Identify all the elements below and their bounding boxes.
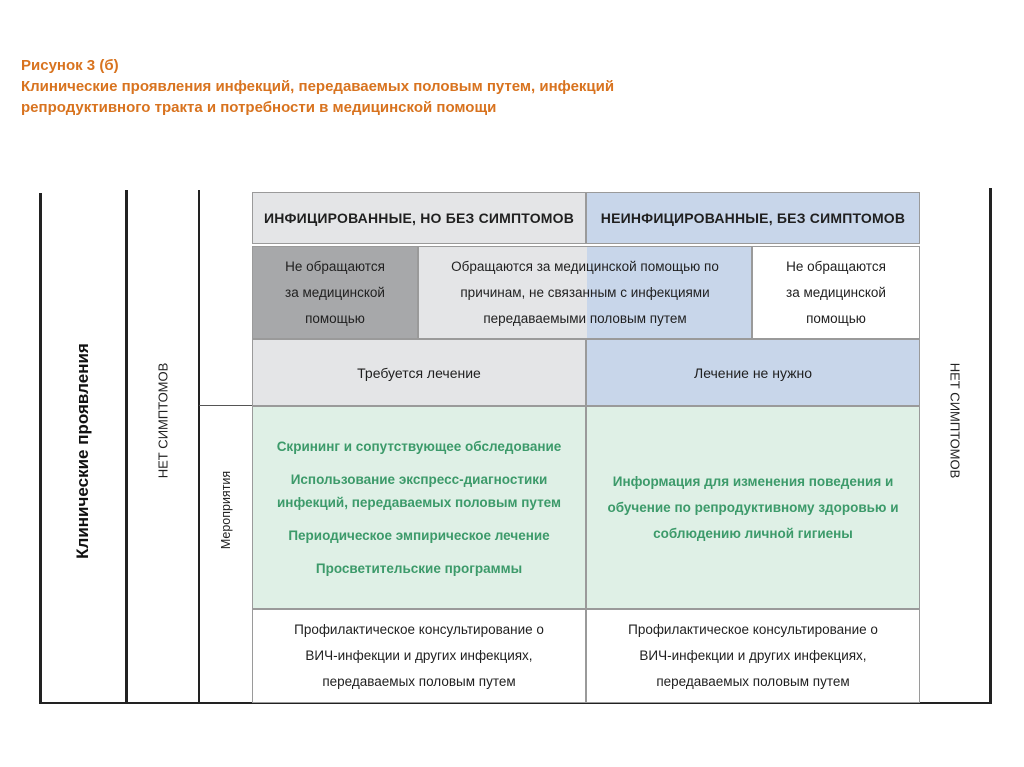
no-symptoms-right-label: НЕТ СИМПТОМОВ: [947, 362, 963, 478]
treatment-needed: Требуется лечение: [252, 339, 586, 406]
measures-label: Мероприятия: [219, 470, 234, 550]
measure-empiric-treatment: Периодическое эмпирическое лечение: [288, 528, 550, 543]
caption-line-3: репродуктивного тракта и потребности в медицинской помощи: [21, 99, 497, 116]
seek-none-uninfected: Не обращаются за медицинской помощью: [752, 246, 920, 339]
seek-other-reasons: Обращаются за медицинской помощью по причинам, не связанным с инфекциями передаваемыми половым путем: [418, 246, 752, 339]
caption-line-1: Рисунок 3 (б): [21, 57, 119, 74]
treatment-not-needed: Лечение не нужно: [586, 339, 920, 406]
header-infected: ИНФИЦИРОВАННЫЕ, НО БЕЗ СИМПТОМОВ: [252, 192, 586, 244]
clinical-label: Клинические проявления: [73, 343, 93, 559]
measures-infected: [252, 406, 586, 609]
figure-caption: [21, 55, 781, 118]
no-symptoms-left-label: НЕТ СИМПТОМОВ: [155, 362, 171, 478]
counsel-uninfected: Профилактическое консультирование о ВИЧ-инфекции и других инфекциях, передаваемых половым путем: [586, 609, 920, 703]
measure-screening: Скрининг и сопутствующее обследование: [276, 439, 562, 454]
measure-express-diagnostics: Использование экспресс-диагностики инфекций, передаваемых половым путем: [276, 472, 561, 510]
header-uninfected: НЕИНФИЦИРОВАННЫЕ, БЕЗ СИМПТОМОВ: [586, 192, 920, 244]
caption-line-2: Клинические проявления инфекций, передаваемых половым путем, инфекций: [21, 78, 615, 95]
counsel-infected: Профилактическое консультирование о ВИЧ-инфекции и других инфекциях, передаваемых половым путем: [252, 609, 586, 703]
seek-none-infected: Не обращаются за медицинской помощью: [252, 246, 418, 339]
measures-uninfected: Информация для изменения поведения и обучение по репродуктивному здоровью и соблюдению личной гигиены: [586, 406, 920, 609]
measures-divider-line: [199, 405, 252, 406]
measure-education: Просветительские программы: [315, 561, 523, 576]
